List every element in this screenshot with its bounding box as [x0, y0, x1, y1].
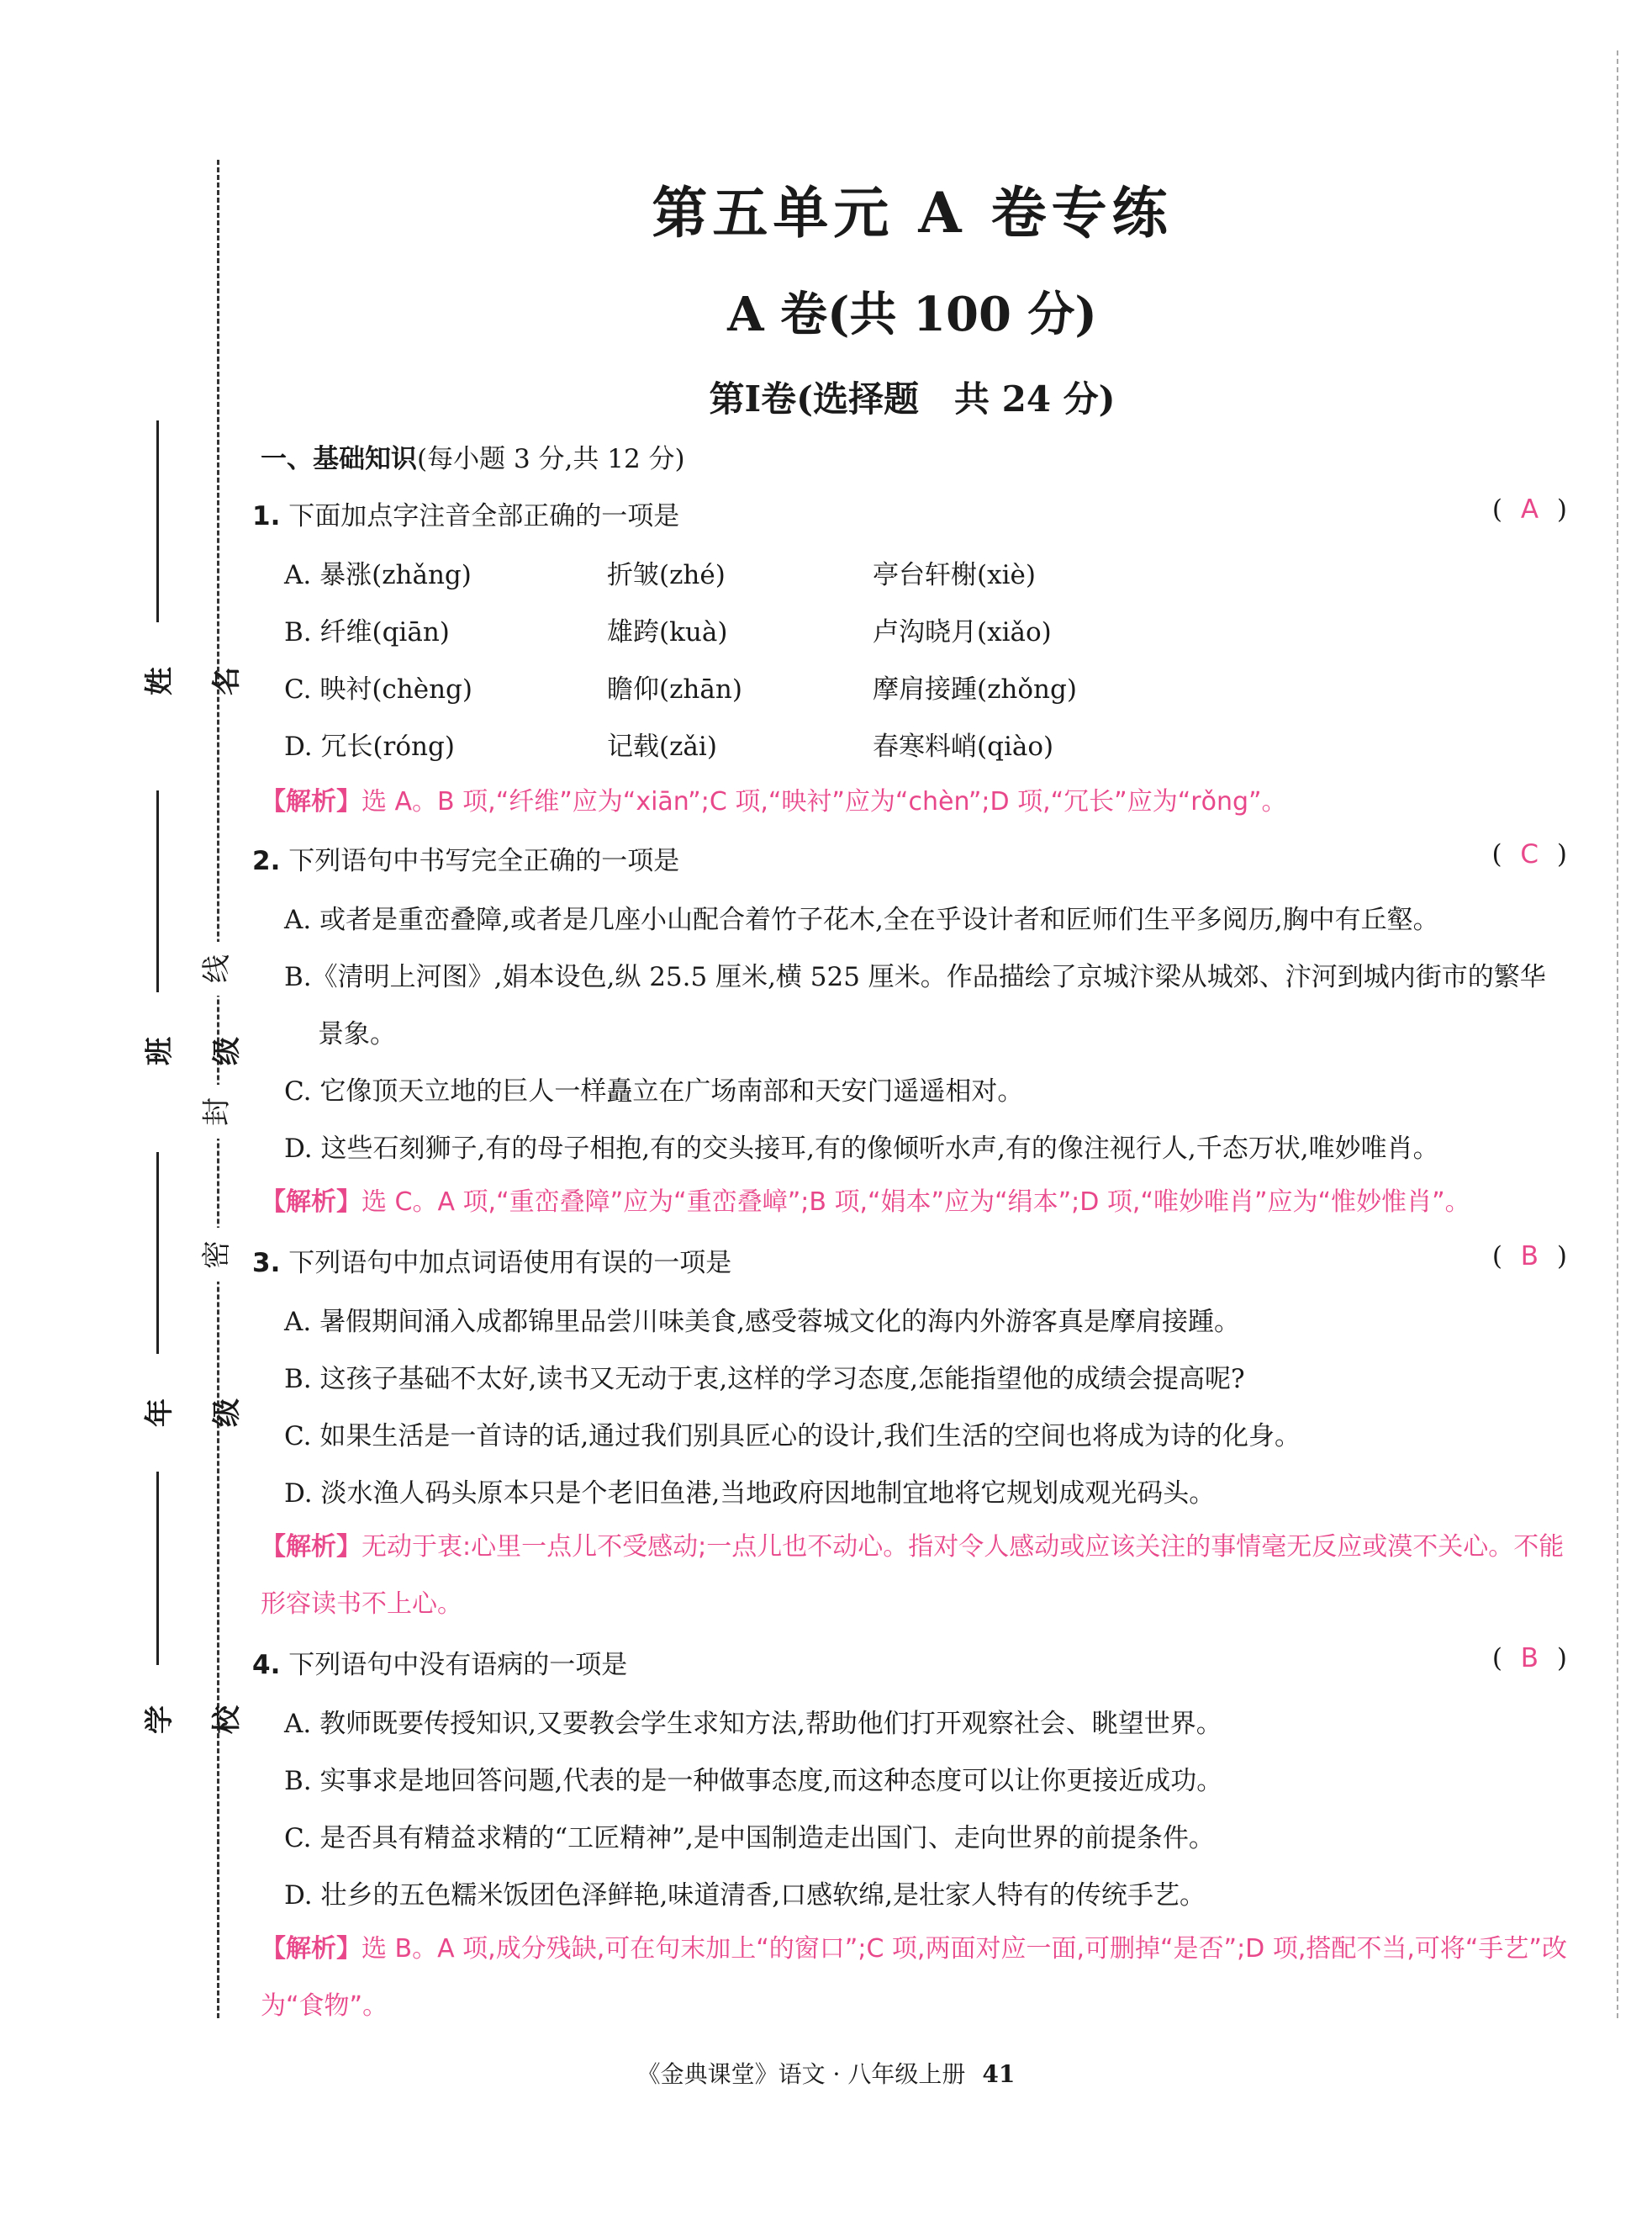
question-3-stem: 3. 下列语句中加点词语使用有误的一项是: [252, 1248, 732, 1278]
cut-mark-seal: 封: [190, 1085, 244, 1139]
q3-analysis: 【解析】无动于衷:心里一点儿不受感动;一点儿也不动心。指对令人感动或应该关注的事情毫无反应或漠不关心。不能形容读书不上心。: [261, 1532, 1565, 1619]
q2-option-b-cont: 景象。: [318, 1019, 396, 1049]
footer-book-title: 《金典课堂》语文 · 八年级上册: [636, 2060, 966, 2088]
q1-option-d-2: 记载(zǎi): [607, 732, 717, 762]
q4-option-b: B. 实事求是地回答问题,代表的是一种做事态度,而这种态度可以让你更接近成功。: [284, 1766, 1223, 1796]
question-4-answer: ( B ): [1491, 1643, 1572, 1673]
question-2-stem: 2. 下列语句中书写完全正确的一项是: [252, 846, 680, 876]
q1-option-a-1: A. 暴涨(zhǎng): [284, 560, 472, 590]
question-4-stem: 4. 下列语句中没有语病的一项是: [252, 1650, 628, 1680]
page-title: 第五单元 A 卷专练: [652, 180, 1173, 246]
school-label: 学校: [143, 1705, 244, 1734]
cut-mark-line: 线: [190, 942, 244, 996]
q2-option-d: D. 这些石刻狮子,有的母子相抱,有的交头接耳,有的像倾听水声,有的像注视行人,千态万状,唯妙唯肖。: [284, 1134, 1439, 1164]
q2-analysis: 【解析】选 C。A 项,“重峦叠障”应为“重峦叠嶂”;B 项,“娟本”应为“绢本”;D 项,“唯妙唯肖”应为“惟妙惟肖”。: [261, 1187, 1470, 1217]
page-number: 41: [982, 2060, 1016, 2088]
grade-label: 年级: [143, 1398, 244, 1427]
q3-option-c: C. 如果生活是一首诗的话,通过我们别具匠心的设计,我们生活的空间也将成为诗的化身。: [284, 1421, 1301, 1451]
question-1-answer: ( A ): [1491, 494, 1572, 525]
q4-option-c: C. 是否具有精益求精的“工匠精神”,是中国制造走出国门、走向世界的前提条件。: [284, 1823, 1215, 1853]
q1-option-c-3: 摩肩接踵(zhǒng): [873, 674, 1077, 705]
part-heading: [261, 437, 685, 475]
section-title: 第Ⅰ卷(选择题 共 24 分): [709, 378, 1116, 420]
part-heading-bold: 一、基础知识: [261, 444, 417, 474]
q4-option-a: A. 教师既要传授知识,又要教会学生求知方法,帮助他们打开观察社会、眺望世界。: [284, 1709, 1222, 1739]
page-footer: [0, 2056, 1652, 2090]
q2-option-c: C. 它像顶天立地的巨人一样矗立在广场南部和天安门遥遥相对。: [284, 1076, 1024, 1107]
binding-margin: [0, 0, 244, 2236]
q1-analysis: 【解析】选 A。B 项,“纤维”应为“xiān”;C 项,“映衬”应为“chèn”;D 项,“冗长”应为“rǒng”。: [261, 787, 1287, 817]
q2-option-b: B.《清明上河图》,娟本设色,纵 25.5 厘米,横 525 厘米。作品描绘了京城汴梁从城郊、汴河到城内街市的繁华: [284, 962, 1546, 992]
q4-option-d: D. 壮乡的五色糯米饭团色泽鲜艳,味道清香,口感软绵,是壮家人特有的传统手艺。: [284, 1880, 1206, 1911]
name-label: 姓名: [143, 667, 244, 695]
page-subtitle: A 卷(共 100 分): [727, 287, 1097, 342]
question-2-answer: ( C ): [1491, 839, 1572, 870]
q1-option-c-1: C. 映衬(chèng): [284, 674, 472, 705]
q1-option-a-3: 亭台轩榭(xiè): [873, 560, 1036, 590]
q1-option-d-3: 春寒料峭(qiào): [873, 732, 1054, 762]
part-heading-note: (每小题 3 分,共 12 分): [417, 444, 685, 474]
q1-option-d-1: D. 冗长(róng): [284, 732, 455, 762]
question-1-stem: 1. 下面加点字注音全部正确的一项是: [252, 501, 680, 531]
q1-option-c-2: 瞻仰(zhān): [607, 674, 742, 705]
cut-mark-secret: 密: [190, 1228, 244, 1282]
q1-option-b-3: 卢沟晓月(xiǎo): [873, 617, 1052, 648]
question-3-answer: ( B ): [1491, 1241, 1572, 1271]
q1-option-b-2: 雄跨(kuà): [607, 617, 728, 648]
q4-analysis: 【解析】选 B。A 项,成分残缺,可在句末加上“的窗口”;C 项,两面对应一面,可删掉“是否”;D 项,搭配不当,可将“手艺”改为“食物”。: [261, 1934, 1567, 2021]
q3-option-d: D. 淡水渔人码头原本只是个老旧鱼港,当地政府因地制宜地将它规划成观光码头。: [284, 1478, 1216, 1509]
q2-option-a: A. 或者是重峦叠障,或者是几座小山配合着竹子花木,全在乎设计者和匠师们生平多阅历,胸中有丘壑。: [284, 905, 1439, 935]
q3-option-a: A. 暑假期间涌入成都锦里品尝川味美食,感受蓉城文化的海内外游客真是摩肩接踵。: [284, 1307, 1240, 1337]
class-label: 班级: [143, 1037, 244, 1065]
right-dashed-line: [1617, 50, 1618, 2018]
q3-option-b: B. 这孩子基础不太好,读书又无动于衷,这样的学习态度,怎能指望他的成绩会提高呢?: [284, 1364, 1245, 1394]
q1-option-a-2: 折皱(zhé): [607, 560, 726, 590]
q1-option-b-1: B. 纤维(qiān): [284, 617, 450, 648]
